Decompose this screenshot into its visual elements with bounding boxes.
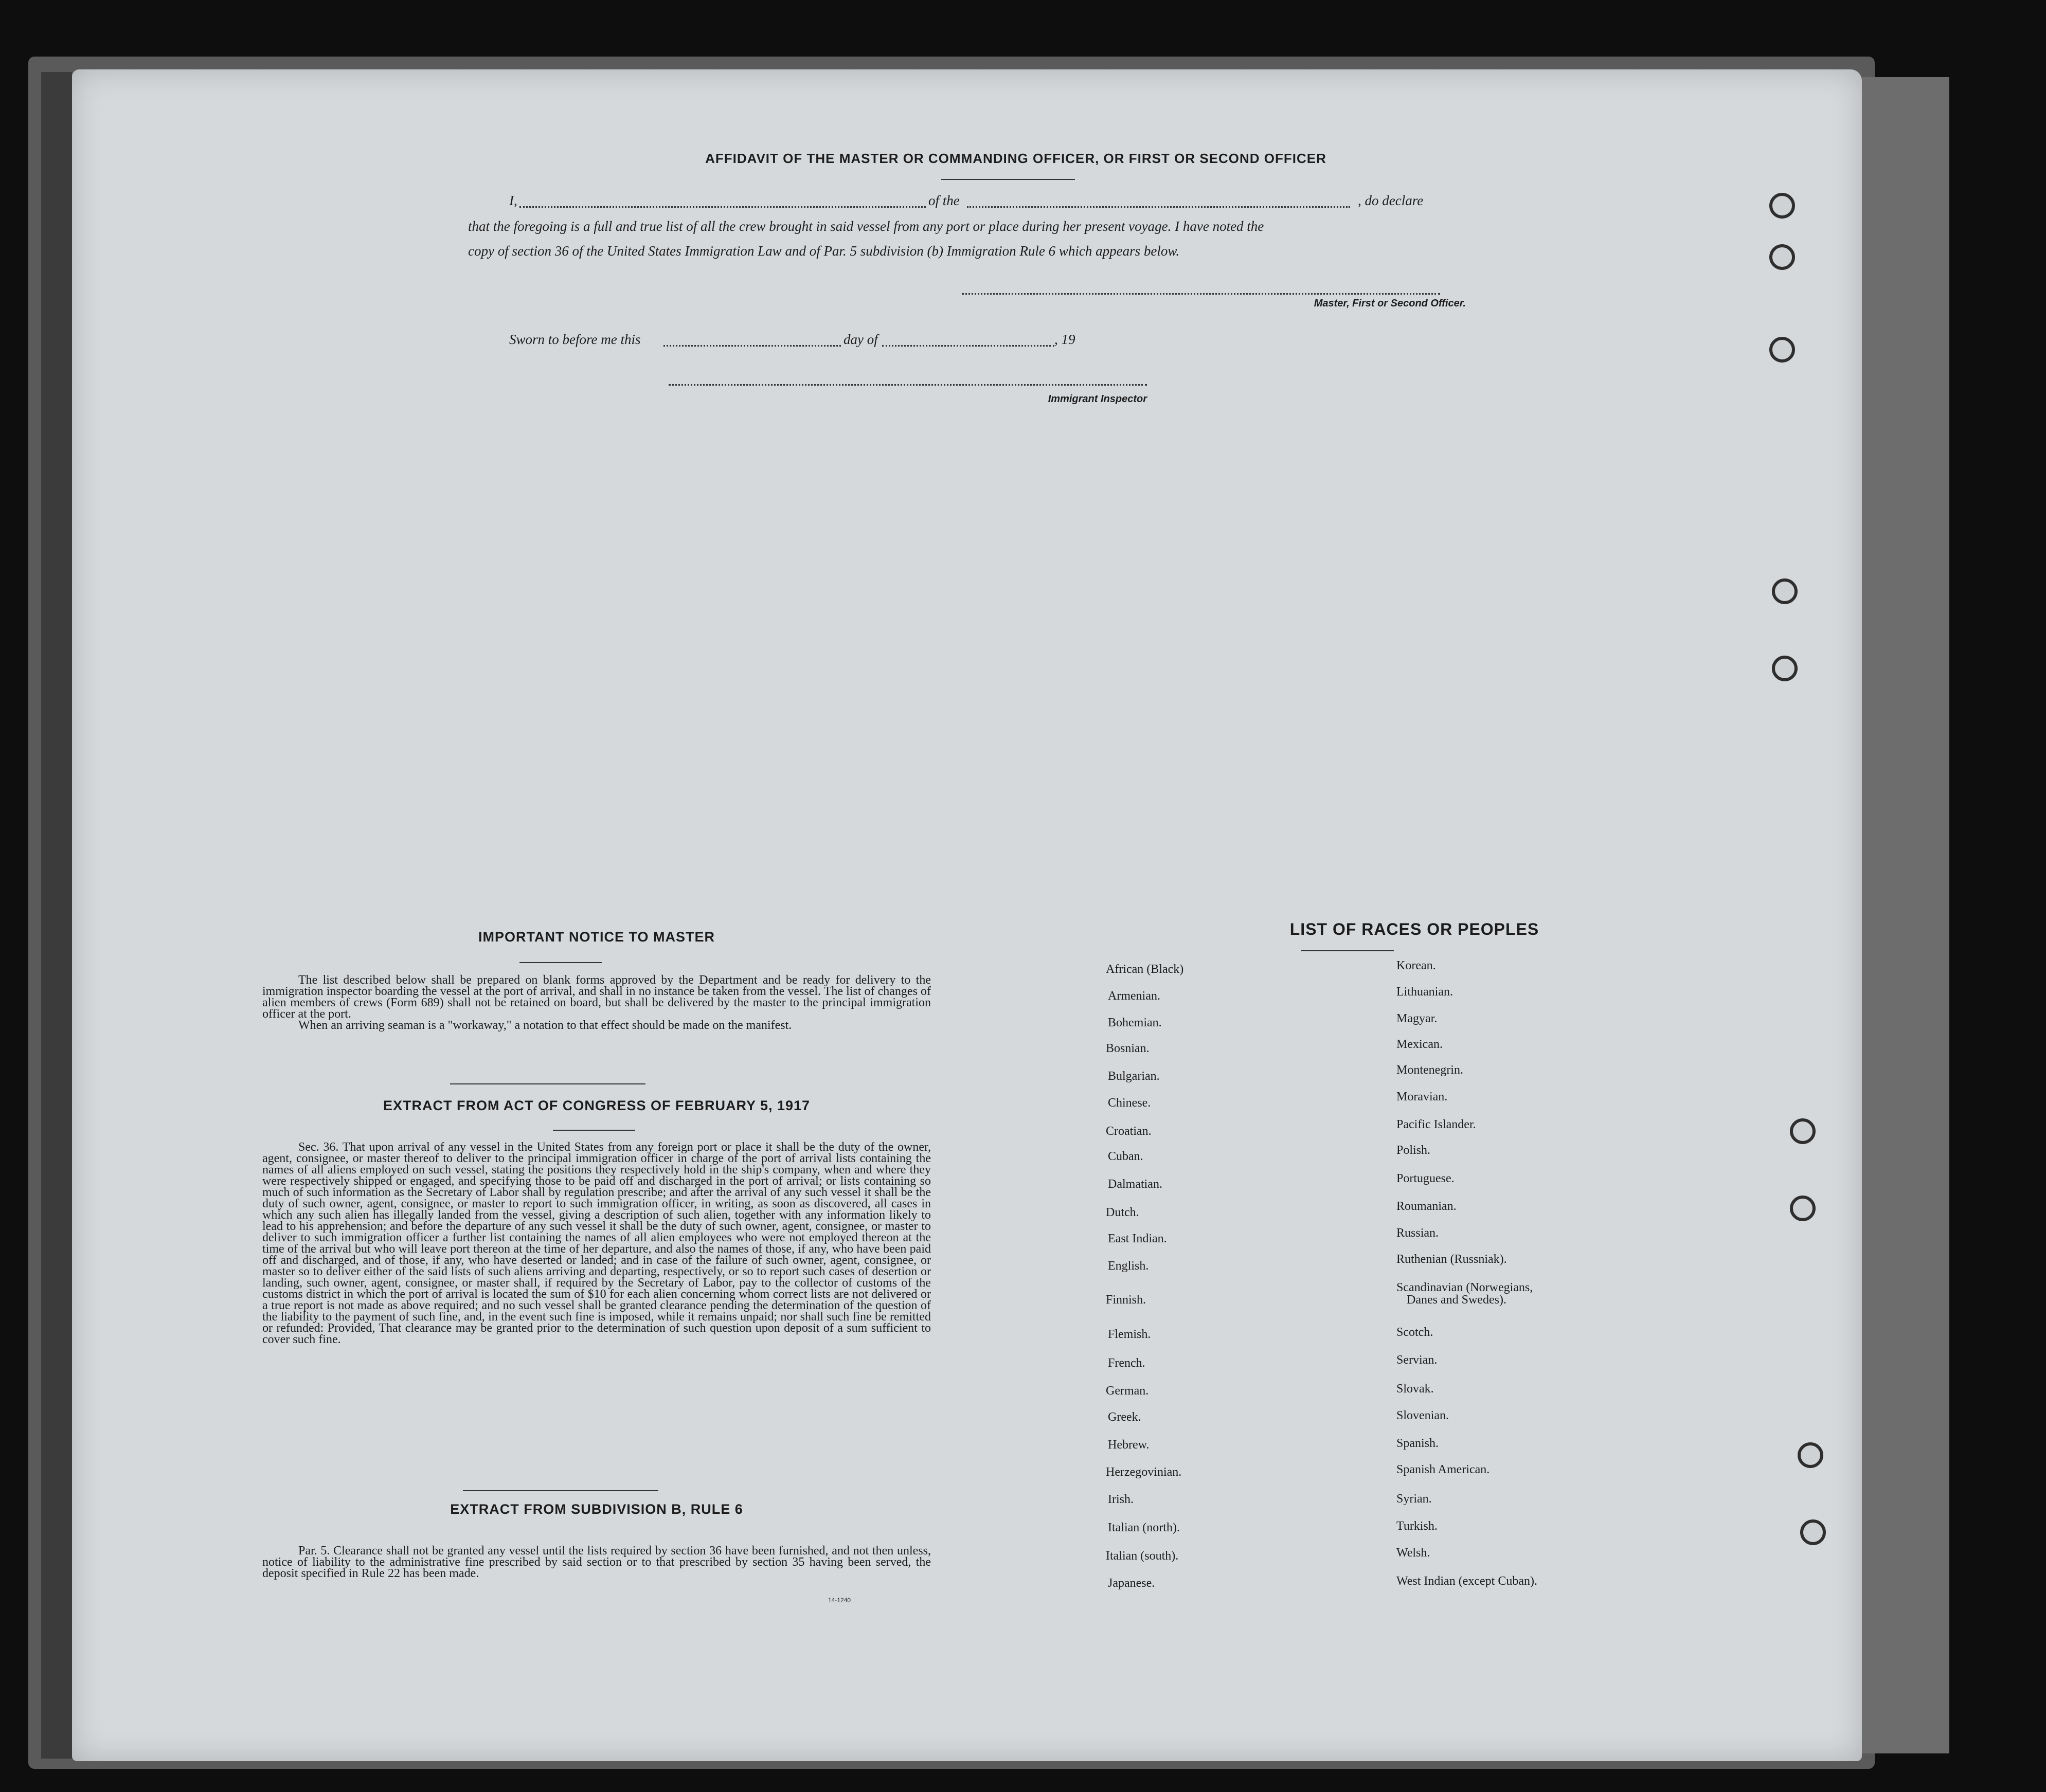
sworn-line bbox=[509, 327, 1178, 352]
race-item-right: Korean. bbox=[1396, 959, 1436, 972]
race-item-left: Dutch. bbox=[1106, 1206, 1139, 1219]
race-item-right: West Indian (except Cuban). bbox=[1396, 1574, 1537, 1588]
race-item-left: Finnish. bbox=[1106, 1293, 1146, 1307]
race-item-left: Bulgarian. bbox=[1108, 1070, 1160, 1083]
sworn-month-field[interactable] bbox=[882, 345, 1054, 347]
race-item-left: French. bbox=[1108, 1356, 1145, 1370]
race-item-right: Ruthenian (Russniak). bbox=[1396, 1253, 1507, 1266]
race-item-right: Spanish American. bbox=[1396, 1463, 1490, 1476]
race-item-right: Turkish. bbox=[1396, 1519, 1438, 1533]
race-item-right: Slovenian. bbox=[1396, 1409, 1449, 1422]
race-item-left: Bohemian. bbox=[1108, 1016, 1162, 1029]
punch-hole-icon bbox=[1772, 578, 1798, 604]
race-item-right: Magyar. bbox=[1396, 1012, 1438, 1025]
title-rule bbox=[941, 179, 1075, 180]
inspector-field[interactable] bbox=[669, 384, 1147, 386]
extract-rule-title: EXTRACT FROM SUBDIVISION B, RULE 6 bbox=[450, 1501, 743, 1517]
punch-hole-icon bbox=[1800, 1519, 1826, 1545]
race-item-left: East Indian. bbox=[1108, 1232, 1167, 1245]
race-item-left: Chinese. bbox=[1108, 1096, 1151, 1110]
race-item-left: Croatian. bbox=[1106, 1125, 1152, 1138]
extract-act-body bbox=[262, 1142, 931, 1345]
notice-paragraph-1: The list described below shall be prepared on blank forms approved by the Department and be ready for delivery to the immigration inspector boarding the vessel at the port of arrival, and shall in no instance be taken from the vessel. The list of changes of alien members of crews (Form 689) shall not be retained on board, but shall be delivered by the master to the principal immigration officer at the port. bbox=[262, 973, 931, 1021]
extract-act-paragraph: Sec. 36. That upon arrival of any vessel in the United States from any foreign port or place it shall be the duty of the owner, agent, consignee, or master thereof to deliver to the principal immigration officer in charge of the port of arrival lists containing the names of all aliens employed on such vessel, stating the positions they respectively hold in the ship's company, when and where they were respectively shipped or engaged, and specifying those to be paid off and discharged in the port of arrival; or lists containing so much of such information as the Secretary of Labor shall by regulation prescribe; and after the arrival of any such vessel it shall be the duty of such owner, agent, consignee, or master to report to such immigration officer, in writing, as soon as discovered, all cases in which any such alien has illegally landed from the vessel, giving a description of such alien, together with any information likely to lead to his apprehension; and before the departure of any such vessel it shall be the duty of such owner, agent, consignee, or master to deliver to such immigration officer a further list containing the names of all alien employees who were not employed thereon at the time of the arrival but who will leave port thereon at the time of her departure, and also the names of those, if any, who have been paid off and discharged, and of those, if any, who have deserted or landed; and in case of the failure of such owner, agent, consignee, or master so to deliver either of the said lists of such aliens arriving and departing, respectively, or so to report such cases of desertion or landing, such owner, agent, consignee, or master shall, if required by the Secretary of Labor, pay to the collector of customs of the customs district in which the port of arrival is located the sum of $10 for each alien concerning whom correct lists are not delivered or a true report is not made as above required; and no such vessel shall be granted clearance pending the determination of the question of the liability to the payment of such fine, and, in the event such fine is imposed, while it remains unpaid; nor shall such fine be remitted or refunded: Provided, That clearance may be granted prior to the determination of such question upon deposit of a sum sufficient to cover such fine. bbox=[262, 1141, 931, 1346]
race-item-right: Roumanian. bbox=[1396, 1200, 1457, 1213]
race-item-left: English. bbox=[1108, 1259, 1149, 1273]
notice-rule bbox=[519, 962, 602, 963]
race-item-left: African (Black) bbox=[1106, 963, 1184, 976]
extract-act-rule bbox=[553, 1130, 635, 1131]
race-item-right: Scotch. bbox=[1396, 1326, 1433, 1339]
races-title: LIST OF RACES OR PEOPLES bbox=[1289, 920, 1539, 938]
inspector-label: Immigrant Inspector bbox=[1048, 393, 1147, 405]
affidavit-of-the: of the bbox=[928, 193, 960, 208]
race-item-left: Dalmatian. bbox=[1108, 1178, 1162, 1191]
race-item-left: Armenian. bbox=[1108, 989, 1160, 1003]
vessel-field[interactable] bbox=[967, 206, 1350, 208]
year-text: , 19 bbox=[1054, 332, 1075, 347]
extract-rule-paragraph: Par. 5. Clearance shall not be granted any vessel until the lists required by section 36 have been furnished, and not then unless, notice of liability to the administrative fine prescribed by said section or to that prescribed by section 35 having been served, the deposit specified in Rule 22 has been made. bbox=[262, 1544, 931, 1580]
race-item-right: Servian. bbox=[1396, 1353, 1438, 1367]
punch-hole-icon bbox=[1790, 1196, 1816, 1221]
race-item-right: Slovak. bbox=[1396, 1382, 1434, 1396]
affidavit-line-3: copy of section 36 of the United States Immigration Law and of Par. 5 subdivision (b) Immigration Rule 6 which appears below. bbox=[468, 243, 1180, 259]
sworn-day-field[interactable] bbox=[663, 345, 841, 347]
section-rule-2 bbox=[463, 1490, 658, 1491]
notice-title: IMPORTANT NOTICE TO MASTER bbox=[478, 929, 715, 945]
race-item-right: Syrian. bbox=[1396, 1492, 1432, 1506]
punch-hole-icon bbox=[1798, 1442, 1823, 1468]
day-of-text: day of bbox=[843, 332, 878, 347]
race-item-left: Bosnian. bbox=[1106, 1042, 1150, 1055]
affidavit-declare: , do declare bbox=[1358, 193, 1424, 208]
affidavit-line-1 bbox=[509, 188, 1517, 213]
race-item-right: Portuguese. bbox=[1396, 1172, 1455, 1185]
punch-hole-icon bbox=[1769, 193, 1795, 219]
signature-field[interactable] bbox=[962, 293, 1440, 295]
section-rule bbox=[450, 1083, 645, 1084]
race-item-left: Italian (south). bbox=[1106, 1549, 1179, 1563]
binder-left-edge bbox=[41, 72, 72, 1759]
race-item-right: Scandinavian (Norwegians, bbox=[1396, 1281, 1533, 1294]
race-item-left: Cuban. bbox=[1108, 1150, 1143, 1163]
punch-hole-icon bbox=[1769, 337, 1795, 363]
race-item-right: Spanish. bbox=[1396, 1437, 1439, 1450]
extract-rule-body bbox=[262, 1545, 931, 1579]
notice-body bbox=[262, 974, 931, 1031]
race-item-left: Greek. bbox=[1108, 1410, 1141, 1424]
name-field[interactable] bbox=[519, 206, 926, 208]
race-item-right: Moravian. bbox=[1396, 1090, 1448, 1103]
affidavit-i: I, bbox=[509, 193, 517, 208]
punch-hole-icon bbox=[1769, 244, 1795, 270]
races-rule bbox=[1301, 950, 1394, 951]
race-item-left: Hebrew. bbox=[1108, 1438, 1150, 1452]
race-item-left: Herzegovinian. bbox=[1106, 1465, 1182, 1479]
race-item-right: Pacific Islander. bbox=[1396, 1118, 1476, 1131]
extract-act-title: EXTRACT FROM ACT OF CONGRESS OF FEBRUARY 5, 1917 bbox=[383, 1098, 811, 1113]
punch-hole-icon bbox=[1772, 656, 1798, 681]
affidavit-title: AFFIDAVIT OF THE MASTER OR COMMANDING OFFICER, OR FIRST OR SECOND OFFICER bbox=[705, 151, 1326, 166]
race-item-left: Flemish. bbox=[1108, 1328, 1151, 1341]
notice-paragraph-2: When an arriving seaman is a "workaway," a notation to that effect should be made on the manifest. bbox=[298, 1019, 792, 1032]
sworn-text: Sworn to before me this bbox=[509, 332, 641, 347]
document-page bbox=[72, 69, 1862, 1761]
signature-label: Master, First or Second Officer. bbox=[1314, 298, 1466, 309]
race-item-left: Italian (north). bbox=[1108, 1521, 1180, 1534]
race-item-right: Mexican. bbox=[1396, 1038, 1443, 1051]
race-item-left: Japanese. bbox=[1108, 1577, 1155, 1590]
race-item-left: German. bbox=[1106, 1384, 1149, 1398]
race-item-right: Russian. bbox=[1396, 1226, 1439, 1240]
race-item-right: Danes and Swedes). bbox=[1407, 1293, 1506, 1307]
affidavit-line-2: that the foregoing is a full and true list of all the crew brought in said vessel from any port or place during her present voyage. I have noted the bbox=[468, 219, 1264, 234]
race-item-right: Lithuanian. bbox=[1396, 985, 1453, 999]
race-item-left: Irish. bbox=[1108, 1493, 1134, 1506]
race-item-right: Welsh. bbox=[1396, 1546, 1430, 1560]
race-item-right: Montenegrin. bbox=[1396, 1063, 1463, 1077]
punch-hole-icon bbox=[1790, 1118, 1816, 1144]
race-item-right: Polish. bbox=[1396, 1144, 1431, 1157]
form-number: 14-1240 bbox=[828, 1597, 851, 1604]
